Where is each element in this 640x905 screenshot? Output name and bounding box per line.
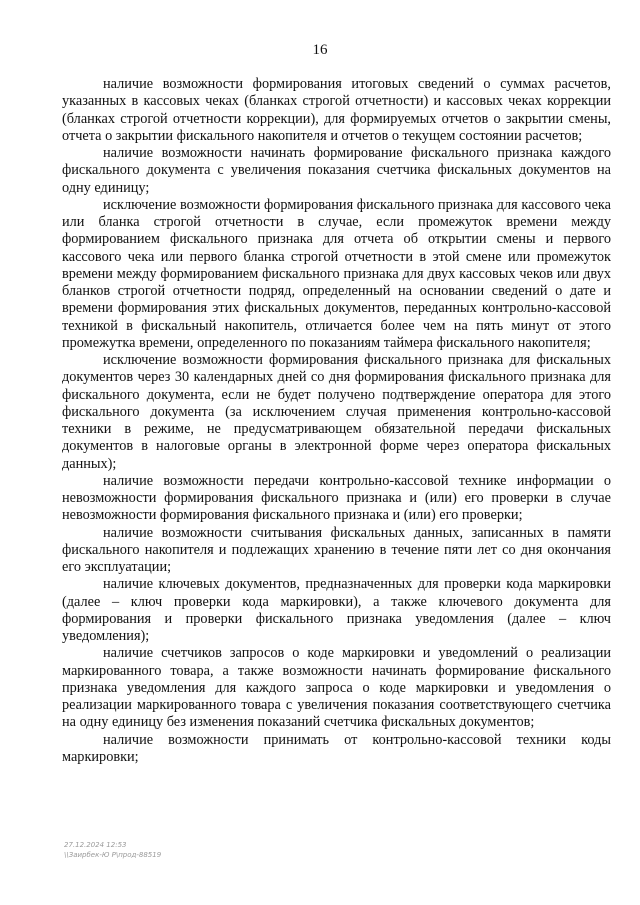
paragraph: наличие возможности формирования итоговых сведений о суммах расчетов, указанных в кассовых чеках (бланках строгой отчетности) и кассовых чеках коррекции (бланках строгой отчетности коррекции), для формируемых отчетов о закрытии смены, отчета о закрытии фискального накопителя и отчетов о текущем состоянии расчетов; (62, 76, 611, 144)
footer-file-path: \\Заирбек-Ю Р\прод-88519 (64, 851, 162, 859)
paragraph: исключение возможности формирования фискального признака для фискальных документов через 30 календарных дней со дня формирования фискального признака для фискального документа, если не будет получено подтверждение оператора для этого фискального документа (за исключением случая применения контрольно-кассовой техники в режиме, не предусматривающем обязательной передачи фискальных документов в налоговые органы в электронной форме через оператора фискальных данных); (62, 352, 611, 472)
paragraph: наличие возможности принимать от контрольно-кассовой техники коды маркировки; (62, 731, 611, 765)
document-footer-stamp (64, 840, 161, 860)
paragraph: наличие возможности передачи контрольно-кассовой технике информации о невозможности формирования фискального признака и (или) его проверки в случае невозможности формирования фискального признака и (или) его проверки; (62, 472, 611, 524)
document-body (62, 76, 611, 766)
paragraph: наличие возможности начинать формирование фискального признака каждого фискального документа с увеличения показания счетчика фискальных документов на одну единицу; (62, 145, 611, 196)
paragraph: наличие ключевых документов, предназначенных для проверки кода маркировки (далее – ключ проверки кода маркировки), а также ключевого документа для формирования и проверки фискального признака уведомления (далее – ключ уведомления); (62, 576, 611, 644)
footer-timestamp: 27.12.2024 12:53 (64, 841, 127, 849)
paragraph: наличие счетчиков запросов о коде маркировки и уведомлений о реализации маркированного товара, а также возможности начинать формирование фискального признака уведомления для каждого запроса о коде маркировки и уведомления о реализации маркированного товара с увеличения показания соответствующего счетчика на одну единицу без изменения показаний счетчика фискальных документов; (62, 645, 611, 731)
page-number: 16 (312, 42, 328, 58)
paragraph: исключение возможности формирования фискального признака для кассового чека или бланка строгой отчетности в случае, если промежуток времени между формированием фискального признака для отчета об открытии смены и первого кассового чека или первого бланка строгой отчетности в этой смене или промежуток времени между формированием фискального признака для двух кассовых чеков или двух бланков строгой отчетности подряд, определенный на основании сведений о дате и времени формирования этих фискальных документов, переданных контрольно-кассовой техникой в фискальный накопитель, отличается более чем на пять минут от этого промежутка времени, определенного по показаниям таймера фискального накопителя; (62, 196, 611, 351)
paragraph: наличие возможности считывания фискальных данных, записанных в памяти фискального накопителя и подлежащих хранению в течение пяти лет со дня окончания его эксплуатации; (62, 524, 611, 575)
